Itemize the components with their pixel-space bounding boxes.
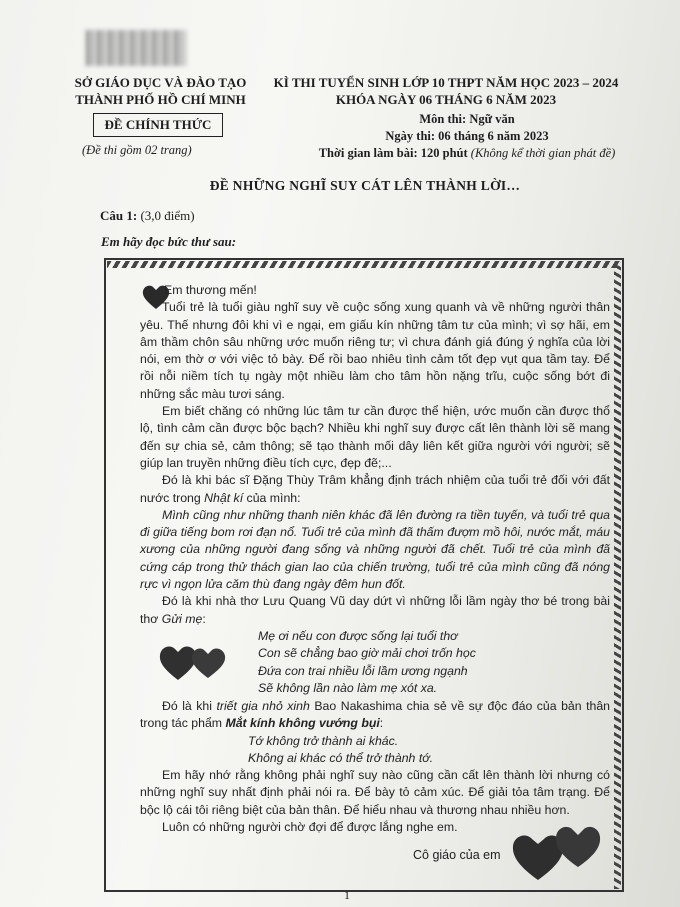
frame-right-stripe (614, 262, 621, 889)
poem-excerpt (258, 628, 610, 698)
section-title: ĐỀ NHỮNG NGHĨ SUY CÁT LÊN THÀNH LỜI… (209, 178, 521, 193)
redacted-handwriting (86, 30, 186, 66)
letter-paragraph (140, 593, 610, 628)
letter-paragraph: Tuổi trẻ là tuổi giàu nghĩ suy về cuộc sống xung quanh và về những người thân yêu. Thế nhưng đôi khi vì e ngại, em giấu kín những tâm tư của mình; vì sợ hãi, em âm thầm chôn sâu những ước muốn riêng tư; vì chưa đánh giá đúng ý nghĩa của lời nói, em thờ ơ với việc tỏ bày. Để rồi bao nhiêu tình cảm tốt đẹp vụt qua tầm tay. Để rồi nỗi niềm tích tụ ngày một nhiều làm cho tâm hồn nặng trĩu, cuộc sống bớt đi những sắc màu tươi sáng. (140, 300, 610, 401)
letter-italic: triết gia nhỏ xinh (216, 698, 310, 713)
letter-text: Bao Nakashima chia sẻ về sự độc đáo của bản thân trong tác phẩm (140, 698, 610, 731)
letter-paragraph: Em biết chăng có những lúc tâm tư cần được thể hiện, ước muốn cần được thổ lộ, tình cảm cần được bộc bạch? Nhiều khi nghĩ suy được cất lên thành lời sẽ mang đến sự chia sẻ, cảm thông; sẽ tạo thành mối dây liên kết giữa người với người; sẽ giúp lan truyền những điều tích cực, đẹp đẽ;... (140, 404, 610, 470)
department-line-1: SỞ GIÁO DỤC VÀ ĐÀO TẠO (74, 75, 247, 90)
letter-text: của mình: (243, 490, 301, 505)
letter-greeting: Em thương mến! (164, 283, 257, 297)
letter-text: : (202, 611, 206, 626)
letter-paragraph: Luôn có những người chờ đợi để được lắng nghe em. (162, 820, 458, 835)
poem-line: Con sẽ chẳng bao giờ mải chơi trốn học (258, 646, 476, 661)
letter-paragraph (140, 472, 610, 507)
page-number: 1 (344, 888, 350, 902)
poem-line: Mẹ ơi nếu con được sống lại tuổi thơ (258, 628, 458, 643)
poem-line: Sẽ không lần nào làm mẹ xót xa. (258, 681, 438, 696)
duration-note: (Không kể thời gian phát đề) (470, 146, 616, 160)
work-title: Mắt kính không vướng bụi (225, 716, 380, 731)
quote-line: Không ai khác có thể trở thành tớ. (248, 750, 434, 765)
poem-title: Gửi mẹ (161, 611, 203, 626)
letter-text: Đó là khi nhà thơ Lưu Quang Vũ day dứt vì những lỗi lầm ngày thơ bé trong bài thơ (140, 594, 610, 626)
question-label: Câu 1: (100, 208, 138, 223)
letter-text: : (379, 716, 384, 731)
subject-label: Môn thi: Ngữ văn (419, 112, 515, 126)
quote-diary: Mình cũng như những thanh niên khác đã lên đường ra tiền tuyến, và tuổi trẻ qua đi giữa tiếng bom rơi đạn nổ. Tuổi trẻ của mình đã thấm đượm mồ hôi, nước mắt, máu xương của những người đang sống và những người đã chết. Tuổi trẻ của mình đã cứng cáp trong thử thách gian lao của chiến trường, tuổi trẻ của mình cũng đã nóng rực vì ngọn lửa căm thù đang ngày đêm hun đốt. (140, 507, 610, 592)
department-header (68, 74, 253, 108)
quote-nakashima (248, 733, 610, 768)
page-count-note: (Đề thi gồm 02 trang) (82, 143, 192, 157)
duration-label: Thời gian làm bài: 120 phút (318, 146, 468, 160)
letter-signature: Cô giáo của em (413, 848, 501, 862)
letter-body (140, 282, 610, 836)
poem-line: Đứa con trai nhiều lỗi lầm ương ngạnh (258, 663, 468, 678)
exam-header (256, 74, 636, 108)
letter-paragraph: Em hãy nhớ rằng không phải nghĩ suy nào cũng cần cất lên thành lời nhưng có những nghĩ suy nhất định phải nói ra. Để bày tỏ cảm xúc. Để giải tỏa tâm trạng. Để bộc lộ cái tôi riêng biệt của bản thân. Để hiểu nhau và thương nhau nhiều hơn. (140, 768, 610, 817)
exam-meta (302, 111, 632, 162)
exam-title: KÌ THI TUYỂN SINH LỚP 10 THPT NĂM HỌC 2023 – 2024 (273, 75, 619, 90)
quote-line: Tớ không trở thành ai khác. (248, 733, 399, 748)
exam-date-line: KHÓA NGÀY 06 THÁNG 6 NĂM 2023 (335, 92, 557, 107)
letter-text: Đó là khi bác sĩ Đặng Thùy Trâm khẳng định trách nhiệm của tuổi trẻ đối với đất nước trong (140, 473, 610, 505)
department-line-2: THÀNH PHỐ HỒ CHÍ MINH (75, 92, 246, 107)
question-heading (100, 208, 195, 224)
question-points: (3,0 điểm) (140, 208, 195, 223)
frame-top-stripe (107, 261, 621, 268)
exam-day-label: Ngày thi: 06 tháng 6 năm 2023 (385, 129, 549, 143)
official-label: ĐỀ CHÍNH THỨC (93, 113, 223, 137)
letter-text: Đó là khi (162, 698, 217, 713)
letter-paragraph (140, 698, 610, 733)
question-instruction: Em hãy đọc bức thư sau: (101, 234, 237, 249)
book-title: Nhật kí (204, 490, 244, 505)
